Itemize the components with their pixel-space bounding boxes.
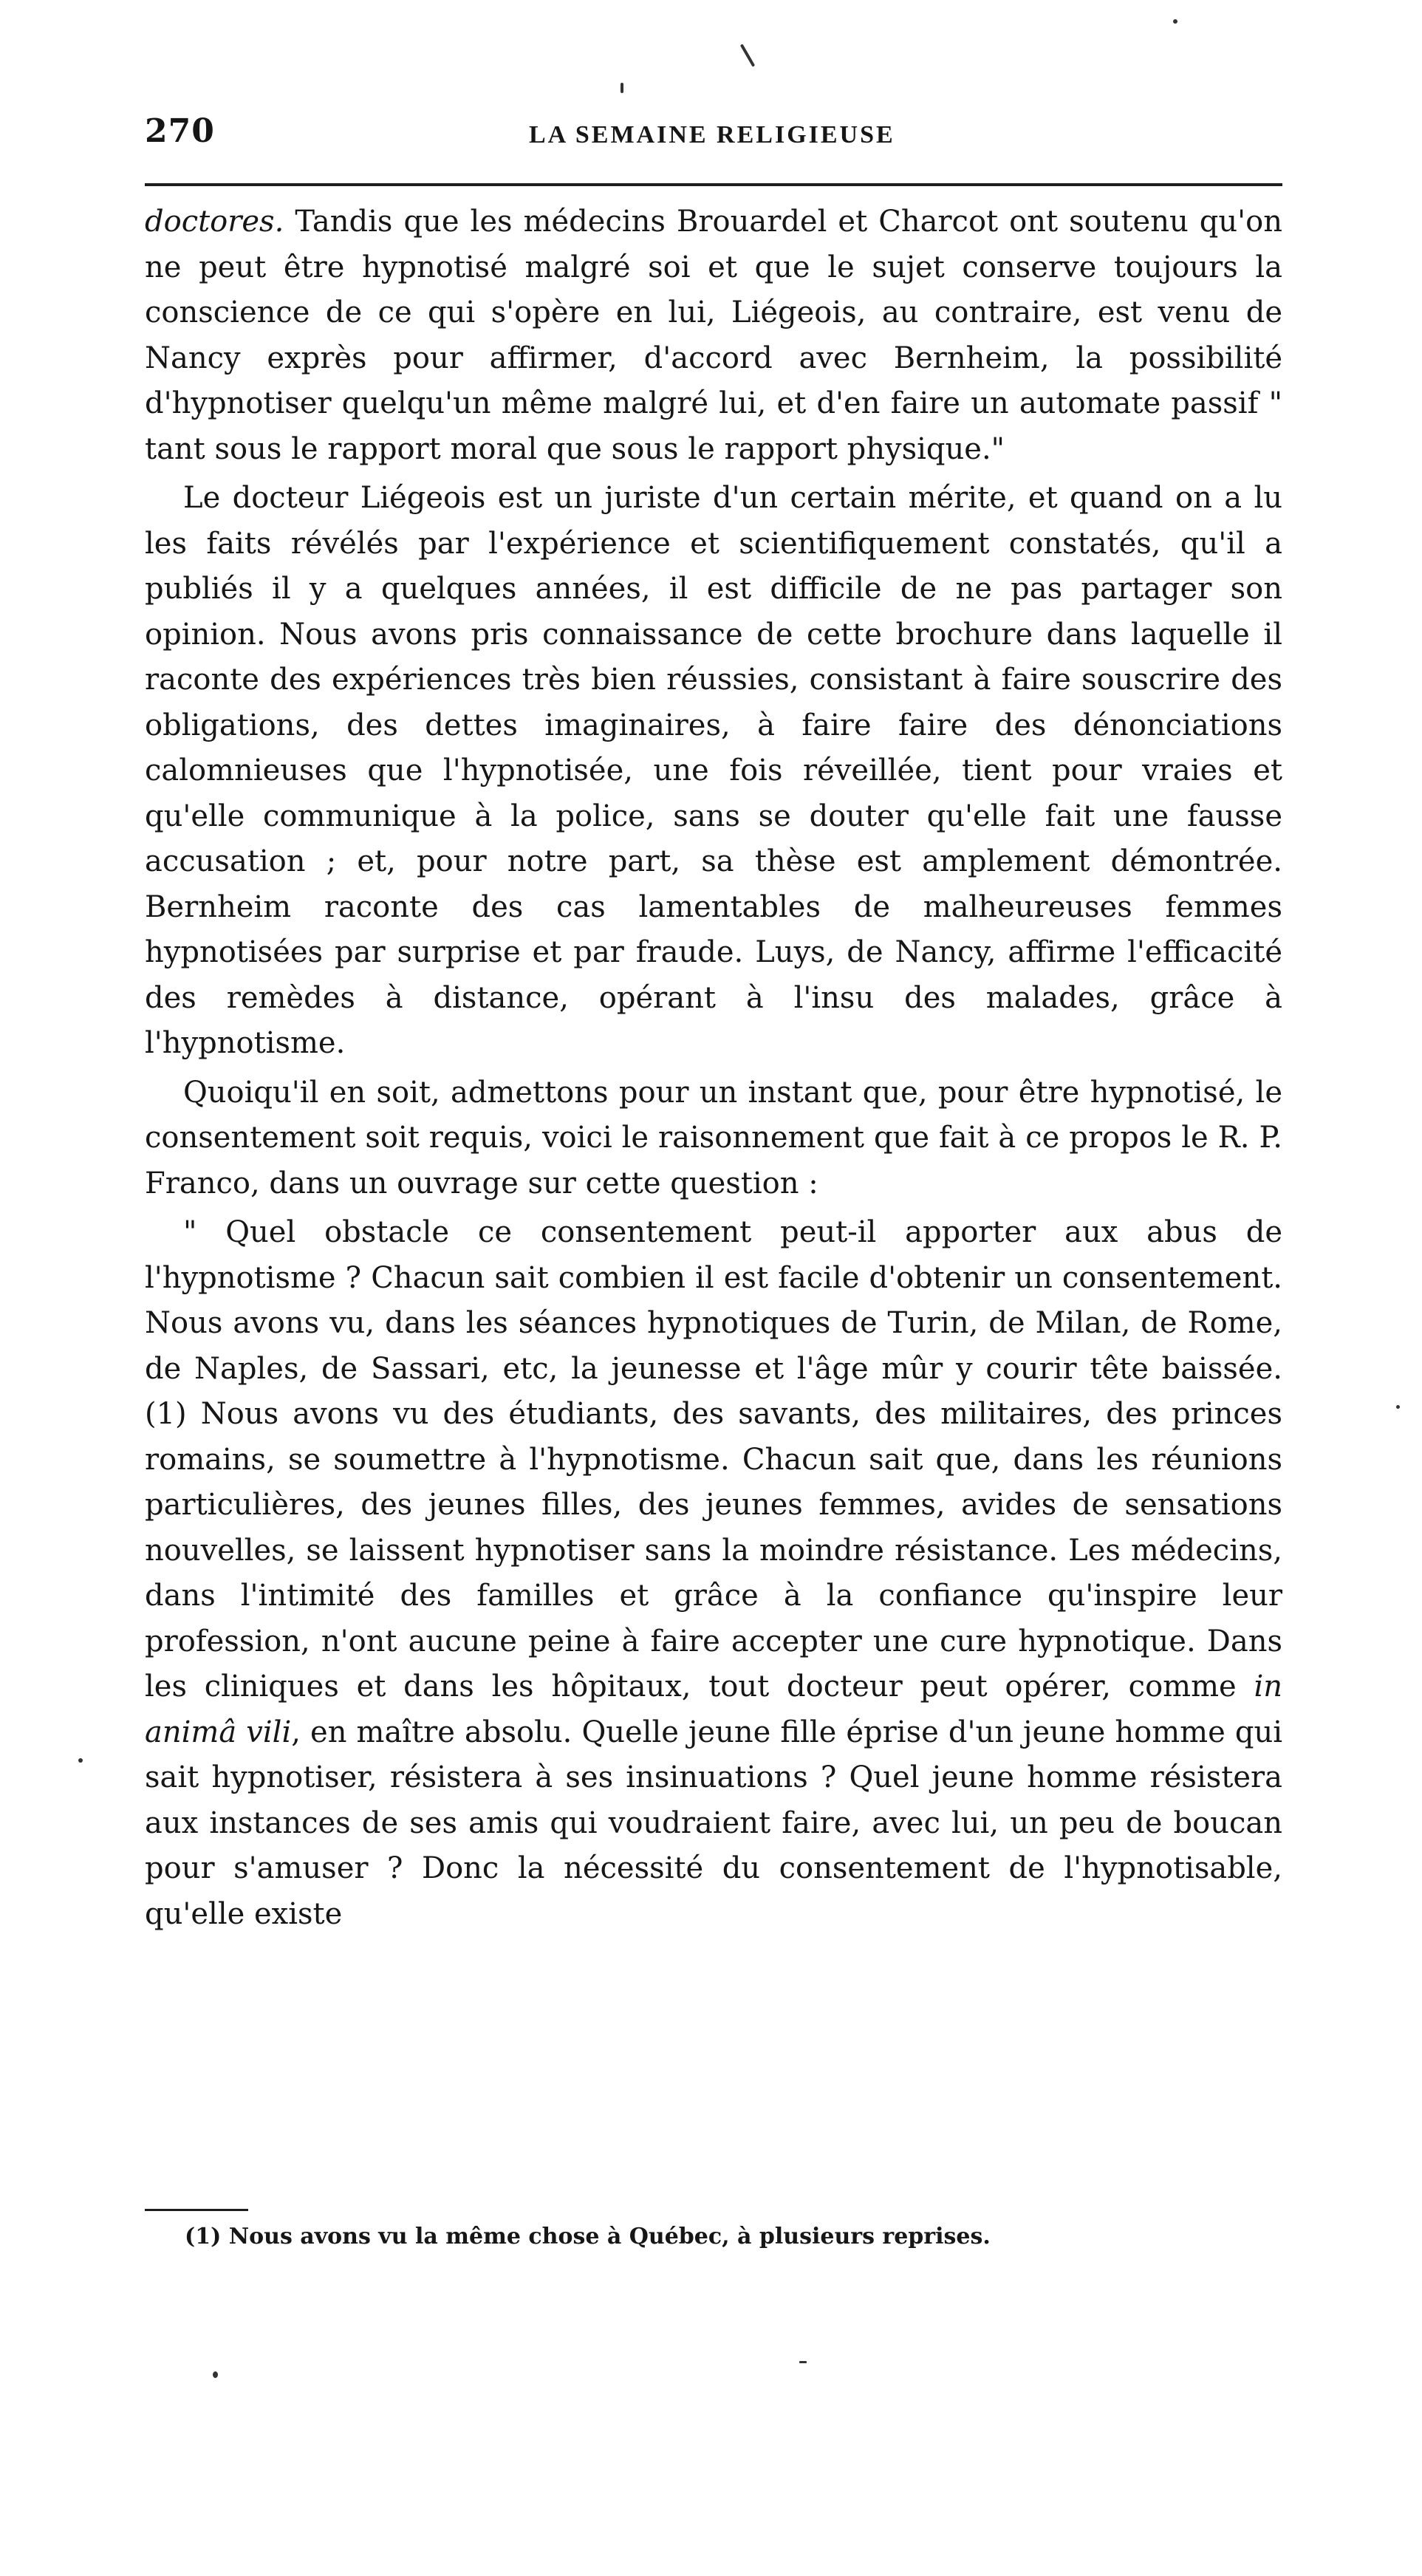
print-speck — [1396, 1405, 1400, 1409]
print-speck — [799, 2361, 807, 2363]
paragraph-4-text-b: , en maître absolu. Quelle jeune fille éprise d'un jeune homme qui sait hypnotiser, résistera à ses insinuations ? Quel jeune homme résistera aux instances de ses amis qui voudraient faire, avec lui, un peu de boucan pour s'amuser ? Donc la nécessité du consentement de l'hypnotisable, qu'elle existe — [145, 1715, 1282, 1931]
running-title: LA SEMAINE RELIGIEUSE — [529, 121, 895, 148]
paragraph-1-text: Tandis que les médecins Brouardel et Charcot ont soutenu qu'on ne peut être hypnotisé malgré soi et que le sujet conserve toujours la conscience de ce qui s'opère en lui, Liégeois, au contraire, est venu de Nancy exprès pour affirmer, d'accord avec Bernheim, la possibilité d'hypnotiser quelqu'un même malgré lui, et d'en faire un automate passif " tant sous le rapport moral que sous le rapport physique." — [145, 205, 1282, 466]
paragraph-1-italic-word: doctores. — [145, 205, 284, 239]
paragraph-4-text-a: " Quel obstacle ce consentement peut-il apporter aux abus de l'hypnotisme ? Chacun sait combien il est facile d'obtenir un consentement. Nous avons vu, dans les séances hypnotiques de Turin, de Milan, de Rome, de Naples, de Sassari, etc, la jeunesse et l'âge mûr y courir tête baissée. (1) Nous avons vu des étudiants, des savants, des militaires, des princes romains, se soumettre à l'hypnotisme. Chacun sait que, dans les réunions particulières, des jeunes filles, des jeunes femmes, avides de sensations nouvelles, se laissent hypnotiser sans la moindre résistance. Les médecins, dans l'intimité des familles et grâce à la confiance qu'inspire leur profession, n'ont aucune peine à faire accepter une cure hypnotique. Dans les cliniques et dans les hôpitaux, tout docteur peut opérer, comme — [145, 1215, 1282, 1704]
paragraph-4-quotation — [145, 1210, 1282, 1937]
print-speck — [621, 83, 623, 93]
footnote-rule — [145, 2209, 248, 2211]
print-speck — [213, 2371, 218, 2378]
print-speck — [78, 1758, 83, 1763]
paragraph-3: Quoiqu'il en soit, admettons pour un instant que, pour être hypnotisé, le consentement soit requis, voici le raisonnement que fait à ce propos le R. P. Franco, dans un ouvrage sur cette question : — [145, 1075, 1282, 1200]
paragraph-2: Le docteur Liégeois est un juriste d'un certain mérite, et quand on a lu les faits révélés par l'expérience et scientifiquement constatés, qu'il a publiés il y a quelques années, il est difficile de ne pas partager son opinion. Nous avons pris connaissance de cette brochure dans laquelle il raconte des expériences très bien réussies, consistant à faire souscrire des obligations, des dettes imaginaires, à faire faire des dénonciations calomnieuses que l'hypnotisée, une fois réveillée, tient pour vraies et qu'elle communique à la police, sans se douter qu'elle fait une fausse accusation ; et, pour notre part, sa thèse est amplement démontrée. Bernheim raconte des cas lamentables de malheureuses femmes hypnotisées par surprise et par fraude. Luys, de Nancy, affirme l'efficacité des remèdes à distance, opérant à l'insu des malades, grâce à l'hypnotisme. — [145, 481, 1282, 1060]
header-rule — [145, 183, 1282, 186]
paragraph-4-italic-phrase: in animâ vili — [145, 1670, 1282, 1749]
body-text — [145, 199, 1282, 1941]
print-speck — [740, 44, 755, 66]
page-header — [145, 112, 1282, 164]
paragraph-1 — [145, 199, 1282, 472]
footnote: (1) Nous avons vu la même chose à Québec, à plusieurs reprises. — [185, 2224, 991, 2249]
print-speck — [1173, 19, 1177, 24]
page-number: 270 — [145, 112, 215, 150]
